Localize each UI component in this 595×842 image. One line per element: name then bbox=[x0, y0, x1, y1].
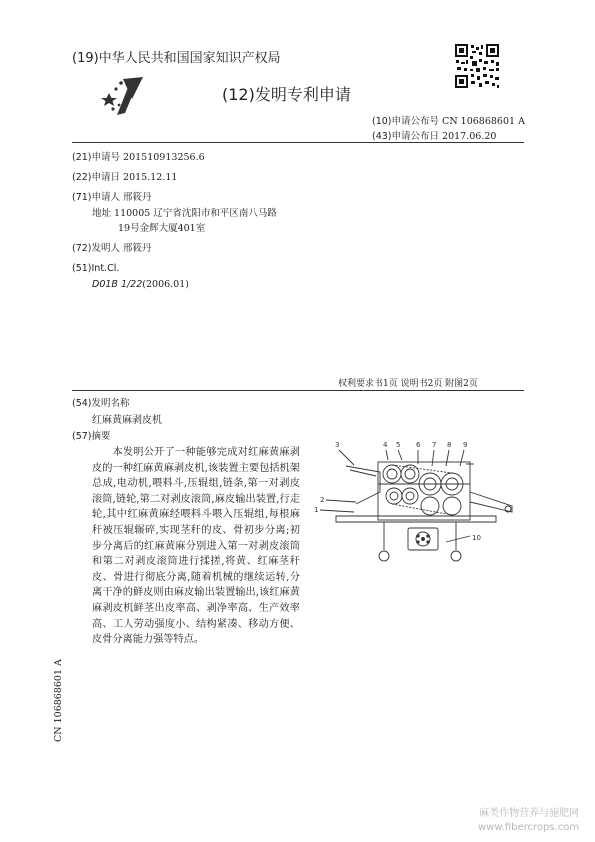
header-divider bbox=[72, 142, 524, 143]
issuing-office: (19)中华人民共和国国家知识产权局 bbox=[72, 51, 281, 66]
watermark-line-1: 麻类作物营养与施肥网 bbox=[479, 808, 580, 819]
qr-code bbox=[454, 43, 500, 89]
watermark-line-2: www.fibercrops.com bbox=[478, 822, 580, 833]
intcl-label-text: (51)Int.Cl. bbox=[72, 263, 120, 274]
machine-drawing bbox=[306, 432, 524, 574]
inventor: 邢筱丹 bbox=[123, 243, 152, 254]
applicant: 邢筱丹 bbox=[123, 192, 152, 203]
applicant-row bbox=[72, 189, 152, 203]
drawing-label-8: 8 bbox=[447, 441, 452, 449]
ipc-version: (2006.01) bbox=[142, 279, 189, 290]
drawing-label-4: 4 bbox=[383, 441, 388, 449]
drawing-label-7: 7 bbox=[432, 441, 437, 449]
drawing-label-2: 2 bbox=[320, 496, 325, 504]
publication-number: CN 106868601 A bbox=[442, 116, 525, 127]
abstract-label-text: (57)摘要 bbox=[72, 431, 111, 442]
address-line-1: 110005 辽宁省沈阳市和平区南八马路 bbox=[114, 208, 277, 219]
publication-number-label: (10)申请公布号 bbox=[372, 116, 440, 127]
abstract-label bbox=[72, 428, 111, 442]
intcl-label bbox=[72, 263, 119, 274]
publication-date-label: (43)申请公布日 bbox=[372, 131, 440, 142]
publication-number-row bbox=[372, 113, 525, 127]
applicant-label: (71)申请人 bbox=[72, 192, 121, 203]
drawing-label-5: 5 bbox=[396, 441, 401, 449]
site-watermark bbox=[478, 807, 579, 835]
invention-title: 红麻黄麻剥皮机 bbox=[92, 415, 162, 426]
ipc-class: D01B 1/22 bbox=[92, 279, 143, 290]
ipc-classification bbox=[92, 279, 189, 290]
drawing-label-3: 3 bbox=[335, 441, 340, 449]
address-line-2: 19号金辉大厦401室 bbox=[118, 223, 206, 234]
side-publication-code: CN 106868601 A bbox=[53, 659, 64, 742]
filing-date-row bbox=[72, 169, 177, 183]
drawing-label-9: 9 bbox=[463, 441, 468, 449]
abstract-text: 本发明公开了一种能够完成对红麻黄麻剥皮的一种红麻黄麻剥皮机,该装置主要包括机架总成,电动机,喂料斗,压辊组,链条,第一对剥皮滚筒,链轮,第二对剥皮滚筒,麻皮输出装置,行走轮,其中红麻黄麻经喂料斗喂入压辊组,每根麻秆被压辊辗碎,实现茎秆的皮、骨初步分离;初步分离后的红麻黄麻分别进入第一对剥皮滚筒和第二对剥皮滚筒进行揉搓,将黄、红麻茎秆皮、骨进行彻底分离,随着机械的继续运转,分离干净的鲜皮则由麻皮输出装置输出,该红麻黄麻剥皮机鲜茎出皮率高、剥净率高、生产效率高、工人劳动强度小、结构紧凑、移动方便、皮骨分离能力强等特点。 bbox=[92, 447, 300, 646]
publication-date: 2017.06.20 bbox=[442, 131, 497, 142]
page-count-info: 权利要求书1页 说明书2页 附图2页 bbox=[338, 379, 478, 389]
section-divider bbox=[72, 390, 524, 391]
address-label: 地址 bbox=[92, 208, 112, 219]
application-number-label: (21)申请号 bbox=[72, 152, 121, 163]
drawing-label-10: 10 bbox=[472, 534, 481, 542]
filing-date: 2015.12.11 bbox=[123, 172, 178, 183]
office-emblem-icon bbox=[99, 73, 151, 118]
drawing-label-6: 6 bbox=[416, 441, 421, 449]
filing-date-label: (22)申请日 bbox=[72, 172, 121, 183]
application-number: 201510913256.6 bbox=[123, 152, 205, 163]
address-row bbox=[92, 205, 277, 219]
inventor-label: (72)发明人 bbox=[72, 243, 121, 254]
application-number-row bbox=[72, 149, 205, 163]
inventor-row bbox=[72, 240, 152, 254]
title-label bbox=[72, 395, 130, 409]
title-label-text: (54)发明名称 bbox=[72, 398, 130, 409]
publication-date-row bbox=[372, 128, 496, 142]
document-type: (12)发明专利申请 bbox=[222, 85, 351, 104]
drawing-label-1: 1 bbox=[314, 506, 319, 514]
